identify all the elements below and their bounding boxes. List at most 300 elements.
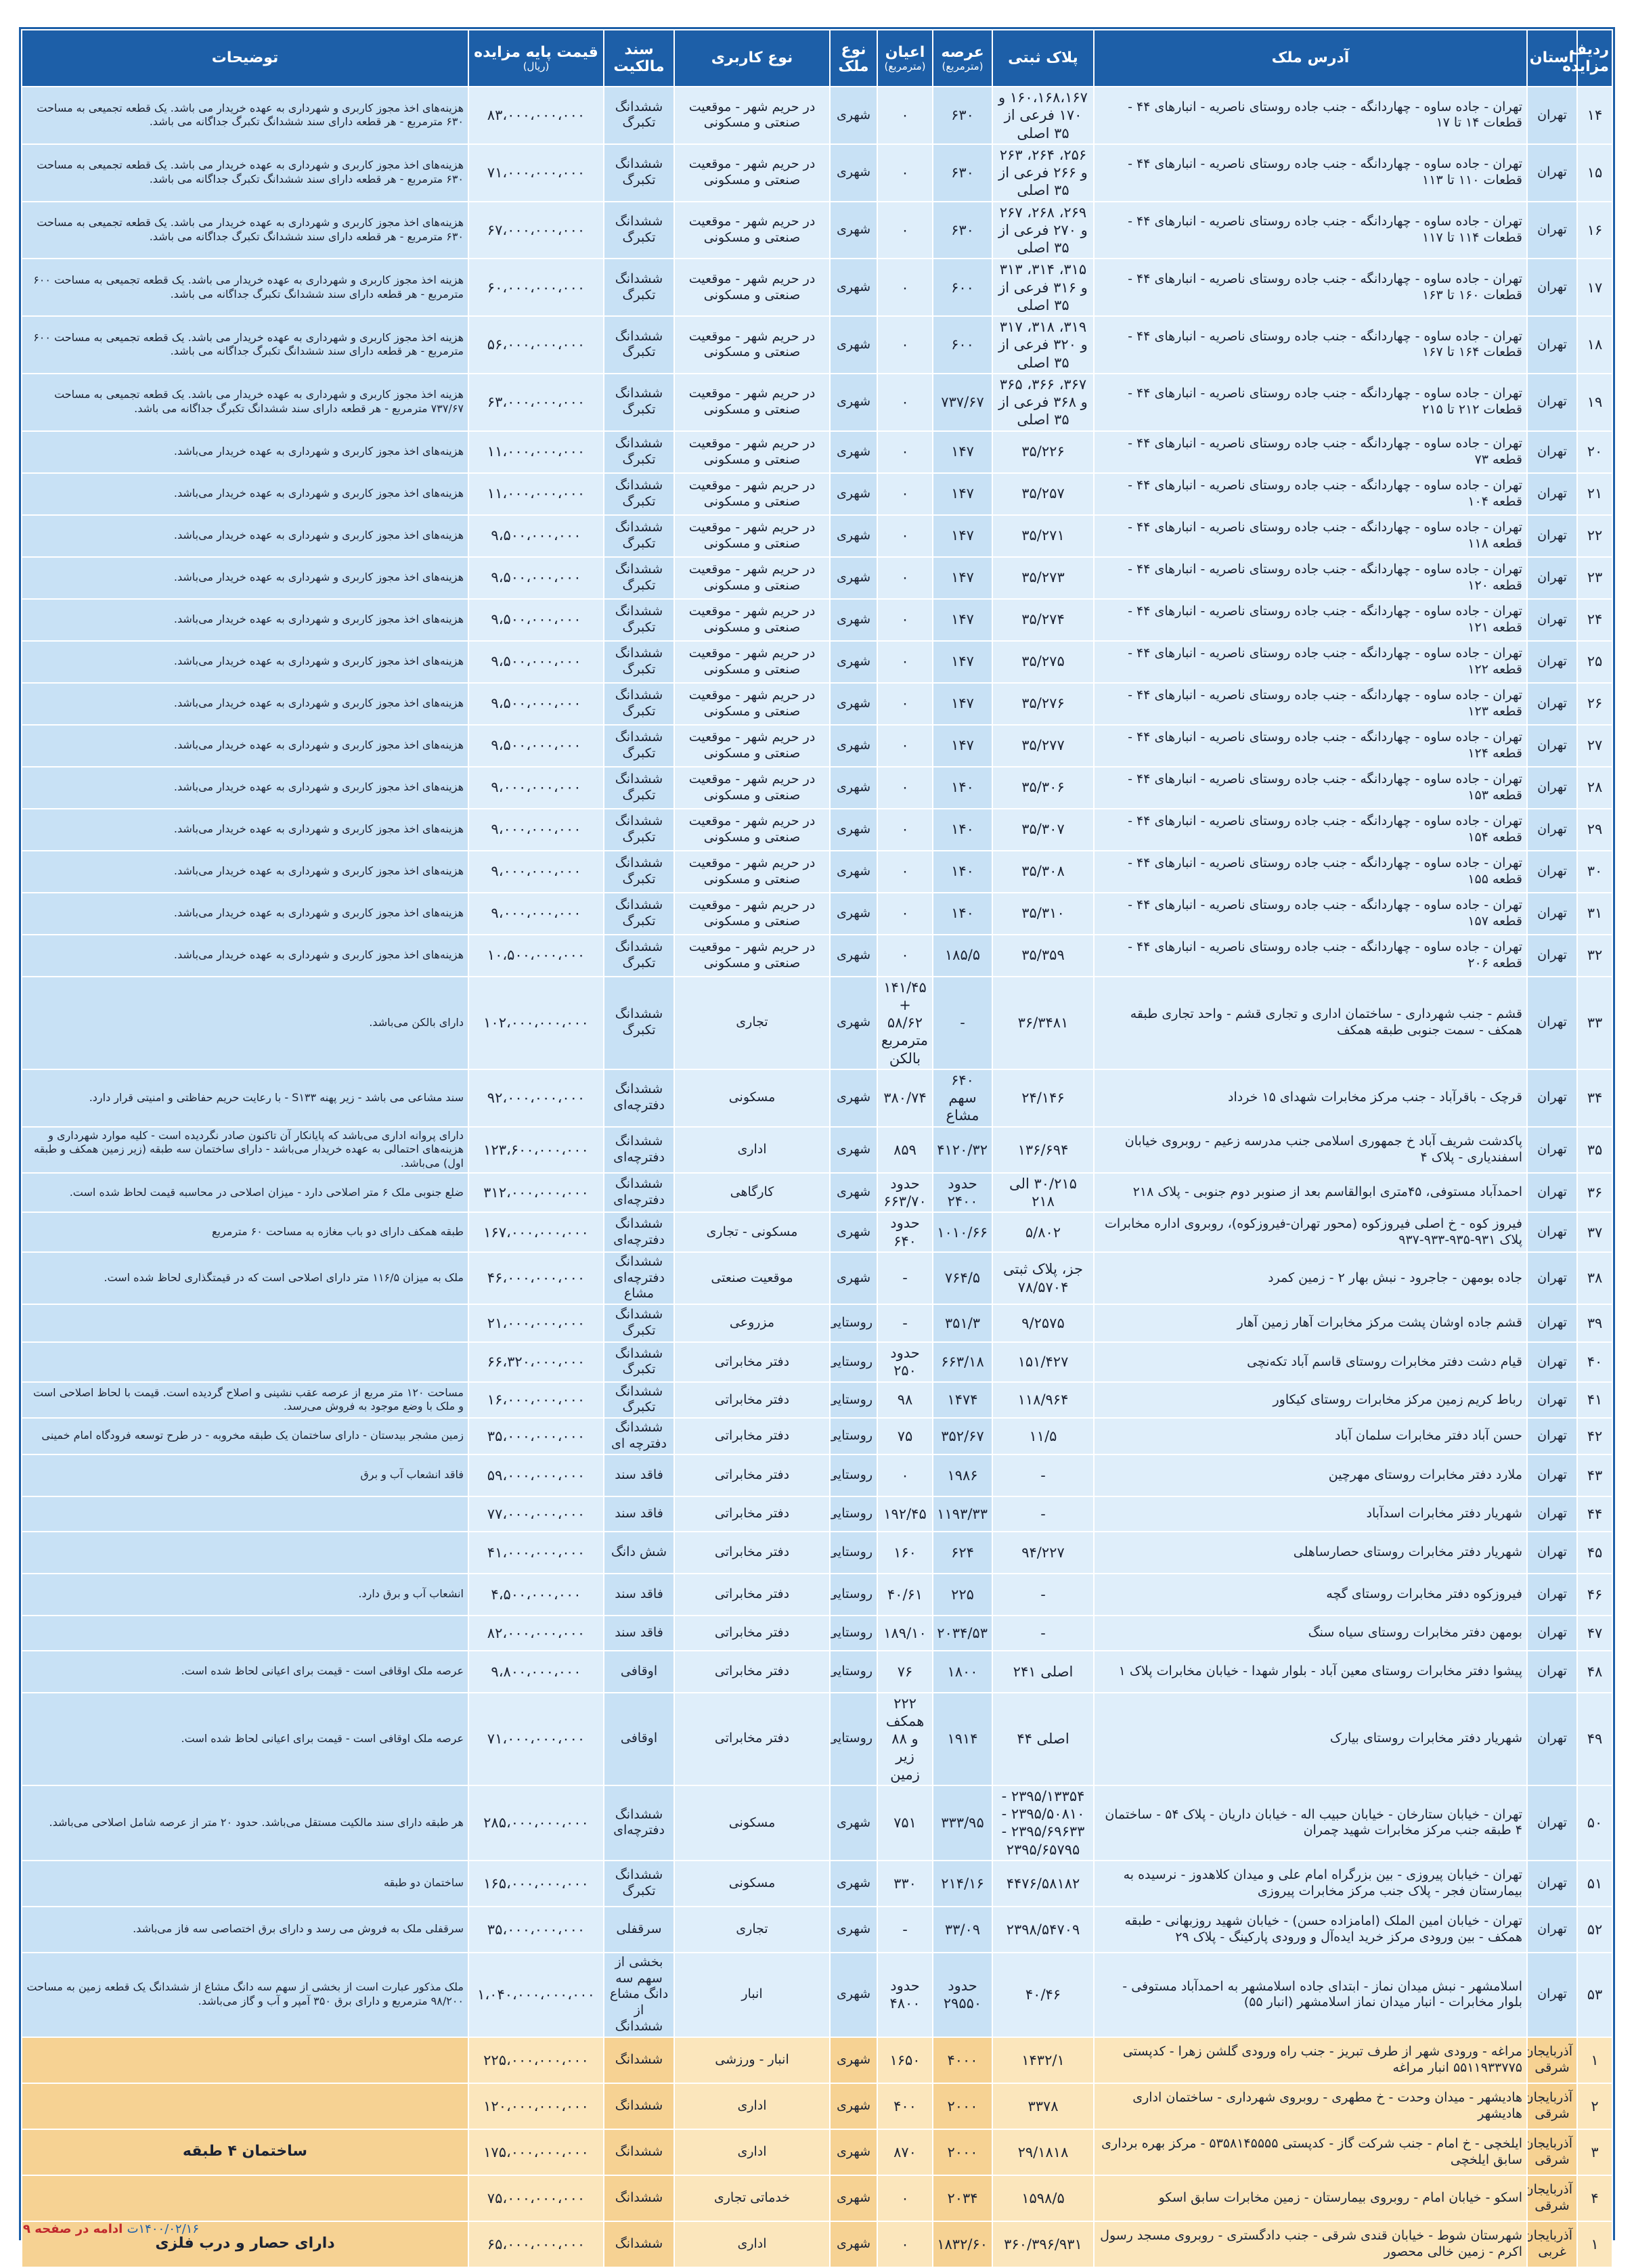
table-row [22, 2083, 1612, 2129]
cell-row-number: ۳۰ [1577, 851, 1612, 893]
cell-notes: هزینه اخذ مجوز کاربری و شهرداری به عهده خریدار می باشد. یک قطعه تجمیعی به مساحت ۷۳۷/۶۷ مترمربع - هر قطعه دارای سند ششدانگ تکبرگ جداگانه می باشد. [22, 374, 468, 431]
header-price-unit: (ریال) [472, 61, 600, 72]
cell-area: ۱۴۰ [933, 809, 992, 851]
page-footer [23, 2222, 199, 2236]
cell-price: ۹،۰۰۰،۰۰۰،۰۰۰ [468, 767, 604, 809]
cell-row-number: ۲۵ [1577, 641, 1612, 683]
cell-notes [22, 1616, 468, 1651]
cell-price: ۹،۵۰۰،۰۰۰،۰۰۰ [468, 515, 604, 557]
cell-type: شهری [830, 851, 877, 893]
cell-building: ۰ [877, 2221, 933, 2267]
cell-province: تهران [1527, 1252, 1577, 1304]
header-price [468, 30, 604, 87]
cell-building: ۷۵۱ [877, 1785, 933, 1861]
cell-deed: ششدانگ دفترچه ای [604, 1418, 674, 1454]
cell-row-number: ۵۰ [1577, 1785, 1612, 1861]
cell-type: شهری [830, 515, 877, 557]
cell-area: ۱۴۷ [933, 515, 992, 557]
cell-plaque: ۳۰/۲۱۵ الی ۲۱۸ [992, 1173, 1094, 1213]
cell-price: ۲۱،۰۰۰،۰۰۰،۰۰۰ [468, 1304, 604, 1342]
cell-notes: هزینه اخذ مجوز کاربری و شهرداری به عهده خریدار می باشد. یک قطعه تجمیعی به مساحت ۶۰۰ مترمربع - هر قطعه دارای سند ششدانگ تکبرگ جداگانه می باشد. [22, 316, 468, 374]
table-row [22, 851, 1612, 893]
cell-price: ۷۷،۰۰۰،۰۰۰،۰۰۰ [468, 1496, 604, 1532]
cell-province: تهران [1527, 1651, 1577, 1693]
cell-deed: ششدانگ تکبرگ [604, 977, 674, 1069]
table-row [22, 316, 1612, 374]
cell-building: حدود ۴۸۰۰ [877, 1953, 933, 2037]
cell-deed: ششدانگ تکبرگ [604, 557, 674, 599]
cell-province: آذربایجان غربی [1527, 2221, 1577, 2267]
cell-notes: هزینه‌های اخذ مجوز کاربری و شهرداری به عهده خریدار می‌باشد. [22, 515, 468, 557]
cell-price: ۱۰۲،۰۰۰،۰۰۰،۰۰۰ [468, 977, 604, 1069]
cell-plaque: ۳۵/۲۷۴ [992, 599, 1094, 641]
cell-usage: دفتر مخابراتی [674, 1454, 830, 1496]
cell-province: تهران [1527, 599, 1577, 641]
cell-notes: ساختمان ۴ طبقه [22, 2129, 468, 2175]
cell-type: روستایی [830, 1693, 877, 1785]
cell-building: ۱۸۹/۱۰ [877, 1616, 933, 1651]
cell-building: ۰ [877, 515, 933, 557]
cell-row-number: ۴۹ [1577, 1693, 1612, 1785]
cell-building: ۰ [877, 316, 933, 374]
cell-notes: هزینه‌های اخذ مجوز کاربری و شهرداری به عهده خریدار می باشد. یک قطعه تجمیعی به مساحت ۶۳۰ مترمربع - هر قطعه دارای سند ششدانگ تکبرگ جداگانه می باشد. [22, 87, 468, 144]
cell-row-number: ۴ [1577, 2175, 1612, 2221]
cell-deed: ششدانگ تکبرگ [604, 767, 674, 809]
cell-deed: ششدانگ تکبرگ [604, 893, 674, 935]
cell-usage: دفتر مخابراتی [674, 1418, 830, 1454]
cell-plaque: ۲۳۹۵/۱۳۳۵۴ - ۲۳۹۵/۵۰۸۱۰ - ۲۳۹۵/۶۹۶۳۳ - ۲۳۹۵/۶۵۷۹۵ [992, 1785, 1094, 1861]
cell-area: ۶۴۰ سهم مشاع [933, 1069, 992, 1127]
header-address: آدرس ملک [1094, 30, 1527, 87]
cell-province: تهران [1527, 893, 1577, 935]
cell-notes: مساحت ۱۲۰ متر مربع از عرصه عقب نشینی و اصلاح گردیده است. قیمت با لحاظ اصلاحی است و ملک با وضع موجود به فروش می‌رسد. [22, 1382, 468, 1419]
cell-plaque: - [992, 1496, 1094, 1532]
cell-plaque: ۳۵/۳۰۸ [992, 851, 1094, 893]
cell-plaque: ۳۵/۲۷۷ [992, 725, 1094, 767]
table-row [22, 809, 1612, 851]
cell-province: آذربایجان شرقی [1527, 2083, 1577, 2129]
cell-province: تهران [1527, 641, 1577, 683]
cell-usage: اداری [674, 2129, 830, 2175]
cell-price: ۶۶،۳۲۰،۰۰۰،۰۰۰ [468, 1342, 604, 1382]
cell-row-number: ۱۴ [1577, 87, 1612, 144]
cell-type: شهری [830, 893, 877, 935]
cell-deed: ششدانگ تکبرگ [604, 87, 674, 144]
cell-deed: ششدانگ تکبرگ [604, 1342, 674, 1382]
cell-type: روستایی [830, 1574, 877, 1616]
cell-notes: هزینه‌های اخذ مجوز کاربری و شهرداری به عهده خریدار می‌باشد. [22, 935, 468, 977]
cell-address: احمدآباد مستوفی، ۴۵متری ابوالقاسم بعد از صنوبر دوم جنوبی - پلاک ۲۱۸ [1094, 1173, 1527, 1213]
cell-address: قیام دشت دفتر مخابرات روستای قاسم آباد تکه‌نچی [1094, 1342, 1527, 1382]
cell-building: ۰ [877, 641, 933, 683]
header-usage: نوع کاربری [674, 30, 830, 87]
cell-row-number: ۵۲ [1577, 1907, 1612, 1953]
cell-deed: ششدانگ [604, 2083, 674, 2129]
cell-plaque: ۵/۸۰۲ [992, 1212, 1094, 1252]
cell-type: روستایی [830, 1454, 877, 1496]
cell-row-number: ۲۸ [1577, 767, 1612, 809]
table-row [22, 1574, 1612, 1616]
table-row [22, 725, 1612, 767]
cell-row-number: ۳۶ [1577, 1173, 1612, 1213]
cell-price: ۹،۵۰۰،۰۰۰،۰۰۰ [468, 599, 604, 641]
cell-address: شهریار دفتر مخابرات اسدآباد [1094, 1496, 1527, 1532]
cell-price: ۹،۰۰۰،۰۰۰،۰۰۰ [468, 809, 604, 851]
cell-notes: هزینه‌های اخذ مجوز کاربری و شهرداری به عهده خریدار می باشد. یک قطعه تجمیعی به مساحت ۶۳۰ مترمربع - هر قطعه دارای سند ششدانگ تکبرگ جداگانه می باشد. [22, 202, 468, 259]
cell-usage: در حریم شهر - موقعیت صنعتی و مسکونی [674, 431, 830, 473]
cell-usage: در حریم شهر - موقعیت صنعتی و مسکونی [674, 935, 830, 977]
table-row [22, 515, 1612, 557]
cell-row-number: ۲۲ [1577, 515, 1612, 557]
cell-row-number: ۱۵ [1577, 144, 1612, 202]
cell-deed: ششدانگ تکبرگ [604, 374, 674, 431]
cell-usage: انبار - ورزشی [674, 2037, 830, 2083]
cell-area: ۱۹۱۴ [933, 1693, 992, 1785]
cell-price: ۶۷،۰۰۰،۰۰۰،۰۰۰ [468, 202, 604, 259]
cell-area: ۱۴۷ [933, 641, 992, 683]
cell-usage: در حریم شهر - موقعیت صنعتی و مسکونی [674, 809, 830, 851]
cell-plaque: ۲۶۹، ۲۶۸، ۲۶۷ و ۲۷۰ فرعی از ۳۵ اصلی [992, 202, 1094, 259]
cell-deed: ششدانگ تکبرگ [604, 473, 674, 515]
cell-deed: ششدانگ دفترچه‌ای [604, 1069, 674, 1127]
cell-usage: موقعیت صنعتی [674, 1252, 830, 1304]
cell-price: ۴،۵۰۰،۰۰۰،۰۰۰ [468, 1574, 604, 1616]
cell-plaque: ۱۵۱/۴۲۷ [992, 1342, 1094, 1382]
cell-province: تهران [1527, 1693, 1577, 1785]
cell-type: شهری [830, 1252, 877, 1304]
cell-row-number: ۱ [1577, 2037, 1612, 2083]
table-row [22, 2037, 1612, 2083]
table-row [22, 374, 1612, 431]
cell-row-number: ۲۳ [1577, 557, 1612, 599]
cell-type: شهری [830, 473, 877, 515]
cell-row-number: ۱۸ [1577, 316, 1612, 374]
cell-address: قرچک - باقرآباد - جنب مرکز مخابرات شهدای ۱۵ خرداد [1094, 1069, 1527, 1127]
cell-usage: مزروعی [674, 1304, 830, 1342]
cell-address: تهران - خیابان امین الملک (امامزاده حسن) - خیابان شهید روزبهانی - طبقه همکف - بین ورودی مرکز خرید ایده‌آل و ورودی پارکینگ - پلاک ۲۹ [1094, 1907, 1527, 1953]
cell-usage: دفتر مخابراتی [674, 1693, 830, 1785]
table-row [22, 1496, 1612, 1532]
cell-usage: کارگاهی [674, 1173, 830, 1213]
cell-area: حدود ۲۴۰۰ [933, 1173, 992, 1213]
cell-usage: در حریم شهر - موقعیت صنعتی و مسکونی [674, 599, 830, 641]
cell-usage: در حریم شهر - موقعیت صنعتی و مسکونی [674, 144, 830, 202]
cell-province: تهران [1527, 1304, 1577, 1342]
cell-usage: در حریم شهر - موقعیت صنعتی و مسکونی [674, 202, 830, 259]
cell-plaque: - [992, 1574, 1094, 1616]
cell-row-number: ۴۶ [1577, 1574, 1612, 1616]
cell-row-number: ۴۱ [1577, 1382, 1612, 1419]
cell-price: ۶۳،۰۰۰،۰۰۰،۰۰۰ [468, 374, 604, 431]
cell-address: اسکو - خیابان امام - روبروی بیمارستان - زمین مخابرات سابق اسکو [1094, 2175, 1527, 2221]
cell-type: روستایی [830, 1418, 877, 1454]
cell-notes: طبقه همکف دارای دو باب مغازه به مساحت ۶۰ مترمربع [22, 1212, 468, 1252]
cell-area: ۶۳۰ [933, 87, 992, 144]
table-row [22, 641, 1612, 683]
cell-address: قشم - جنب شهرداری - ساختمان اداری و تجاری قشم - واحد تجاری طبقه همکف - سمت جنوبی طبقه همکف [1094, 977, 1527, 1069]
cell-row-number: ۴۰ [1577, 1342, 1612, 1382]
cell-plaque: ۱۵۹۸/۵ [992, 2175, 1094, 2221]
cell-area: ۶۰۰ [933, 316, 992, 374]
cell-address: قشم جاده اوشان پشت مرکز مخابرات آهار زمین آهار [1094, 1304, 1527, 1342]
cell-plaque: ۱۱/۵ [992, 1418, 1094, 1454]
cell-province: تهران [1527, 1418, 1577, 1454]
cell-notes: هزینه اخذ مجوز کاربری و شهرداری به عهده خریدار می باشد. یک قطعه تجمیعی به مساحت ۶۰۰ مترمربع - هر قطعه دارای سند ششدانگ تکبرگ جداگانه می باشد. [22, 259, 468, 316]
cell-deed: سرقفلی [604, 1907, 674, 1953]
cell-area: ۶۳۰ [933, 144, 992, 202]
cell-price: ۲۸۵،۰۰۰،۰۰۰،۰۰۰ [468, 1785, 604, 1861]
cell-row-number: ۱ [1577, 2221, 1612, 2267]
cell-province: تهران [1527, 1454, 1577, 1496]
cell-notes: هزینه‌های اخذ مجوز کاربری و شهرداری به عهده خریدار می‌باشد. [22, 431, 468, 473]
cell-province: آذربایجان شرقی [1527, 2175, 1577, 2221]
cell-usage: خدماتی تجاری [674, 2175, 830, 2221]
cell-type: روستایی [830, 1651, 877, 1693]
cell-row-number: ۳۵ [1577, 1127, 1612, 1173]
cell-notes: دارای پروانه اداری می‌باشد که پایانکار آن تاکنون صادر نگردیده است - کلیه موارد شهرداری و هزینه‌های احتمالی به عهده خریدار می‌باشد - دارای ساختمان سه طبقه (زیر زمین همکف و طبقه اول) می‌باشد. [22, 1127, 468, 1173]
cell-area: ۱۴۷ [933, 599, 992, 641]
cell-area: ۱۹۸۶ [933, 1454, 992, 1496]
cell-province: تهران [1527, 144, 1577, 202]
cell-type: روستایی [830, 1496, 877, 1532]
cell-address: تهران - جاده ساوه - چهاردانگه - جنب جاده روستای ناصریه - انبارهای ۴۴ - قطعه ۷۳ [1094, 431, 1527, 473]
cell-usage: در حریم شهر - موقعیت صنعتی و مسکونی [674, 683, 830, 725]
cell-deed: فاقد سند [604, 1616, 674, 1651]
cell-address: بومهن دفتر مخابرات روستای سیاه سنگ [1094, 1616, 1527, 1651]
table-row [22, 1616, 1612, 1651]
cell-type: شهری [830, 374, 877, 431]
cell-usage: تجاری [674, 1907, 830, 1953]
cell-deed: ششدانگ تکبرگ [604, 683, 674, 725]
auction-table-frame [19, 27, 1615, 2240]
cell-row-number: ۴۵ [1577, 1532, 1612, 1574]
cell-usage: در حریم شهر - موقعیت صنعتی و مسکونی [674, 767, 830, 809]
cell-type: شهری [830, 2129, 877, 2175]
cell-usage: در حریم شهر - موقعیت صنعتی و مسکونی [674, 851, 830, 893]
cell-price: ۷۵،۰۰۰،۰۰۰،۰۰۰ [468, 2175, 604, 2221]
cell-address: جاده بومهن - جاجرود - نبش بهار ۲ - زمین کمرد [1094, 1252, 1527, 1304]
cell-type: روستایی [830, 1342, 877, 1382]
cell-notes: عرصه ملک اوقافی است - قیمت برای اعیانی لحاظ شده است. [22, 1651, 468, 1693]
cell-province: آذربایجان شرقی [1527, 2129, 1577, 2175]
cell-notes [22, 2175, 468, 2221]
cell-area: ۱۰۱۰/۶۶ [933, 1212, 992, 1252]
cell-province: تهران [1527, 473, 1577, 515]
cell-price: ۹،۵۰۰،۰۰۰،۰۰۰ [468, 683, 604, 725]
cell-area: ۲۰۰۰ [933, 2129, 992, 2175]
cell-area: حدود ۲۹۵۵۰ [933, 1953, 992, 2037]
cell-price: ۵۹،۰۰۰،۰۰۰،۰۰۰ [468, 1454, 604, 1496]
table-row [22, 1454, 1612, 1496]
cell-usage: دفتر مخابراتی [674, 1496, 830, 1532]
cell-building: - [877, 1252, 933, 1304]
cell-building: ۰ [877, 473, 933, 515]
cell-usage: در حریم شهر - موقعیت صنعتی و مسکونی [674, 87, 830, 144]
table-row [22, 473, 1612, 515]
cell-building: ۰ [877, 431, 933, 473]
cell-building: ۰ [877, 259, 933, 316]
cell-address: تهران - جاده ساوه - چهاردانگه - جنب جاده روستای ناصریه - انبارهای ۴۴ - قطعه ۲۰۶ [1094, 935, 1527, 977]
cell-type: شهری [830, 683, 877, 725]
cell-usage: اداری [674, 2221, 830, 2267]
cell-type: شهری [830, 641, 877, 683]
cell-row-number: ۱۶ [1577, 202, 1612, 259]
cell-price: ۱۷۵،۰۰۰،۰۰۰،۰۰۰ [468, 2129, 604, 2175]
table-row [22, 1953, 1612, 2037]
cell-price: ۱۱،۰۰۰،۰۰۰،۰۰۰ [468, 473, 604, 515]
cell-price: ۱۱،۰۰۰،۰۰۰،۰۰۰ [468, 431, 604, 473]
cell-area: ۷۳۷/۶۷ [933, 374, 992, 431]
cell-province: تهران [1527, 259, 1577, 316]
cell-deed: ششدانگ دفترچه‌ای [604, 1127, 674, 1173]
cell-notes: هزینه‌های اخذ مجوز کاربری و شهرداری به عهده خریدار می باشد. یک قطعه تجمیعی به مساحت ۶۳۰ مترمربع - هر قطعه دارای سند ششدانگ تکبرگ جداگانه می باشد. [22, 144, 468, 202]
cell-type: شهری [830, 431, 877, 473]
cell-area: ۱۸۵/۵ [933, 935, 992, 977]
cell-row-number: ۴۷ [1577, 1616, 1612, 1651]
cell-plaque: ۳۵/۳۰۶ [992, 767, 1094, 809]
cell-price: ۱،۰۴۰،۰۰۰،۰۰۰،۰۰۰ [468, 1953, 604, 2037]
cell-notes: ملک به میزان ۱۱۶/۵ متر دارای اصلاحی است که در قیمتگذاری لحاظ شده است. [22, 1252, 468, 1304]
cell-building: ۹۸ [877, 1382, 933, 1419]
cell-type: شهری [830, 1069, 877, 1127]
cell-usage: در حریم شهر - موقعیت صنعتی و مسکونی [674, 515, 830, 557]
cell-row-number: ۳۳ [1577, 977, 1612, 1069]
cell-plaque: ۳۶۷، ۳۶۶، ۳۶۵ و ۳۶۸ فرعی از ۳۵ اصلی [992, 374, 1094, 431]
cell-price: ۱۲۰،۰۰۰،۰۰۰،۰۰۰ [468, 2083, 604, 2129]
cell-address: شهریار دفتر مخابرات روستای حصارساهلی [1094, 1532, 1527, 1574]
cell-row-number: ۳ [1577, 2129, 1612, 2175]
cell-province: تهران [1527, 809, 1577, 851]
cell-address: تهران - جاده ساوه - چهاردانگه - جنب جاده روستای ناصریه - انبارهای ۴۴ - قطعه ۱۰۴ [1094, 473, 1527, 515]
cell-address: رباط کریم زمین مرکز مخابرات روستای کیکاور [1094, 1382, 1527, 1419]
cell-notes: هزینه‌های اخذ مجوز کاربری و شهرداری به عهده خریدار می‌باشد. [22, 599, 468, 641]
cell-area: ۲۱۴/۱۶ [933, 1861, 992, 1907]
table-row [22, 935, 1612, 977]
cell-price: ۹۲،۰۰۰،۰۰۰،۰۰۰ [468, 1069, 604, 1127]
cell-area: ۷۶۴/۵ [933, 1252, 992, 1304]
cell-row-number: ۲۶ [1577, 683, 1612, 725]
cell-price: ۹،۰۰۰،۰۰۰،۰۰۰ [468, 893, 604, 935]
cell-building: ۸۵۹ [877, 1127, 933, 1173]
cell-row-number: ۱۷ [1577, 259, 1612, 316]
cell-row-number: ۴۲ [1577, 1418, 1612, 1454]
cell-area: ۲۰۳۴ [933, 2175, 992, 2221]
cell-price: ۷۱،۰۰۰،۰۰۰،۰۰۰ [468, 144, 604, 202]
cell-usage: در حریم شهر - موقعیت صنعتی و مسکونی [674, 893, 830, 935]
cell-address: تهران - جاده ساوه - چهاردانگه - جنب جاده روستای ناصریه - انبارهای ۴۴ - قطعات ۲۱۲ تا ۲۱۵ [1094, 374, 1527, 431]
table-row [22, 893, 1612, 935]
table-row [22, 1252, 1612, 1304]
cell-deed: ششدانگ تکبرگ [604, 316, 674, 374]
header-notes: توضیحات [22, 30, 468, 87]
cell-row-number: ۲۴ [1577, 599, 1612, 641]
cell-address: تهران - جاده ساوه - چهاردانگه - جنب جاده روستای ناصریه - انبارهای ۴۴ - قطعه ۱۲۲ [1094, 641, 1527, 683]
cell-price: ۵۶،۰۰۰،۰۰۰،۰۰۰ [468, 316, 604, 374]
cell-type: شهری [830, 1953, 877, 2037]
cell-building: ۴۰/۶۱ [877, 1574, 933, 1616]
cell-area: ۶۰۰ [933, 259, 992, 316]
cell-area: ۱۴۰ [933, 767, 992, 809]
cell-area: - [933, 977, 992, 1069]
cell-building: ۰ [877, 935, 933, 977]
cell-deed: ششدانگ [604, 2129, 674, 2175]
cell-province: تهران [1527, 1616, 1577, 1651]
cell-type: شهری [830, 1785, 877, 1861]
cell-building: حدود ۶۴۰ [877, 1212, 933, 1252]
cell-price: ۹،۰۰۰،۰۰۰،۰۰۰ [468, 851, 604, 893]
cell-type: روستایی [830, 1616, 877, 1651]
cell-province: تهران [1527, 1861, 1577, 1907]
cell-area: ۱۴۷۴ [933, 1382, 992, 1419]
cell-address: تهران - جاده ساوه - چهاردانگه - جنب جاده روستای ناصریه - انبارهای ۴۴ - قطعات ۱۱۰ تا ۱۱۳ [1094, 144, 1527, 202]
cell-notes [22, 1496, 468, 1532]
cell-building: ۰ [877, 683, 933, 725]
header-area-unit: (مترمربع) [936, 61, 989, 72]
cell-price: ۴۱،۰۰۰،۰۰۰،۰۰۰ [468, 1532, 604, 1574]
cell-plaque: ۱۴۳۲/۱ [992, 2037, 1094, 2083]
cell-notes: سرقفلی ملک به فروش می رسد و دارای برق اختصاصی سه فاز می‌باشد. [22, 1907, 468, 1953]
cell-type: شهری [830, 977, 877, 1069]
cell-plaque: - [992, 1454, 1094, 1496]
cell-price: ۴۶،۰۰۰،۰۰۰،۰۰۰ [468, 1252, 604, 1304]
cell-row-number: ۲۱ [1577, 473, 1612, 515]
table-header-row [22, 30, 1612, 87]
cell-type: شهری [830, 1173, 877, 1213]
cell-type: روستایی [830, 1382, 877, 1419]
cell-address: تهران - جاده ساوه - چهاردانگه - جنب جاده روستای ناصریه - انبارهای ۴۴ - قطعه ۱۲۳ [1094, 683, 1527, 725]
cell-row-number: ۴۸ [1577, 1651, 1612, 1693]
cell-area: ۳۳۳/۹۵ [933, 1785, 992, 1861]
cell-province: تهران [1527, 1532, 1577, 1574]
cell-building: حدود ۶۶۳/۷۰ [877, 1173, 933, 1213]
cell-deed: ششدانگ تکبرگ [604, 202, 674, 259]
cell-province: تهران [1527, 1212, 1577, 1252]
cell-notes: دارای حصار و درب فلزی [22, 2221, 468, 2267]
cell-plaque: ۳۵/۲۷۶ [992, 683, 1094, 725]
cell-row-number: ۵۱ [1577, 1861, 1612, 1907]
cell-row-number: ۳۲ [1577, 935, 1612, 977]
cell-notes [22, 1532, 468, 1574]
cell-province: تهران [1527, 683, 1577, 725]
cell-notes: فاقد انشعاب آب و برق [22, 1454, 468, 1496]
cell-price: ۱۶۷،۰۰۰،۰۰۰،۰۰۰ [468, 1212, 604, 1252]
table-row [22, 202, 1612, 259]
cell-address: تهران - جاده ساوه - چهاردانگه - جنب جاده روستای ناصریه - انبارهای ۴۴ - قطعات ۱۶۰ تا ۱۶۳ [1094, 259, 1527, 316]
cell-address: تهران - جاده ساوه - چهاردانگه - جنب جاده روستای ناصریه - انبارهای ۴۴ - قطعه ۱۵۵ [1094, 851, 1527, 893]
table-row [22, 144, 1612, 202]
cell-plaque: ۲۹/۱۸۱۸ [992, 2129, 1094, 2175]
cell-province: تهران [1527, 316, 1577, 374]
cell-usage: دفتر مخابراتی [674, 1382, 830, 1419]
table-row [22, 1173, 1612, 1213]
cell-deed: ششدانگ تکبرگ [604, 809, 674, 851]
cell-area: ۱۴۷ [933, 431, 992, 473]
cell-deed: ششدانگ تکبرگ [604, 851, 674, 893]
cell-deed: ششدانگ تکبرگ [604, 515, 674, 557]
cell-usage: دفتر مخابراتی [674, 1342, 830, 1382]
cell-building: ۱۹۲/۴۵ [877, 1496, 933, 1532]
cell-province: تهران [1527, 374, 1577, 431]
cell-deed: ششدانگ تکبرگ [604, 144, 674, 202]
cell-address: مراغه - ورودی شهر از طرف تبریز - جنب راه ورودی گلشن زهرا - کدپستی ۵۵۱۱۹۳۳۷۷۵ انبار مراغه [1094, 2037, 1527, 2083]
cell-type: شهری [830, 316, 877, 374]
cell-deed: اوقافی [604, 1651, 674, 1693]
cell-notes: هزینه‌های اخذ مجوز کاربری و شهرداری به عهده خریدار می‌باشد. [22, 473, 468, 515]
header-price-label: قیمت پایه مزایده [474, 44, 598, 61]
cell-type: شهری [830, 809, 877, 851]
cell-address: ملارد دفتر مخابرات روستای مهرچین [1094, 1454, 1527, 1496]
cell-type: شهری [830, 1127, 877, 1173]
